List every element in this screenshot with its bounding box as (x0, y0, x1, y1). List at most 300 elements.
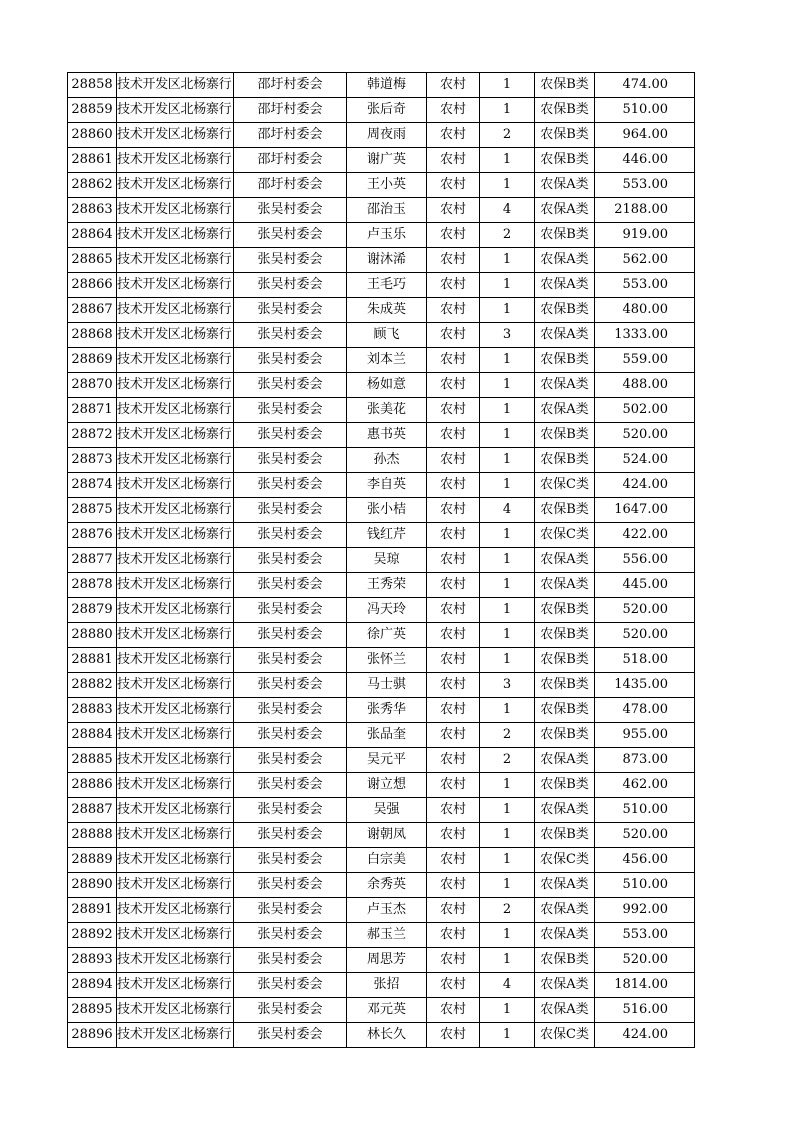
district-cell: 技术开发区北杨寨行 (117, 423, 234, 448)
household-type-cell: 农村 (427, 798, 480, 823)
household-type-cell: 农村 (427, 148, 480, 173)
table-row (68, 123, 695, 148)
insurance-category-cell: 农保B类 (535, 723, 595, 748)
household-type-cell: 农村 (427, 273, 480, 298)
person-name-cell: 张小桔 (347, 498, 427, 523)
household-size-cell: 1 (480, 348, 535, 373)
person-name-cell: 卢玉杰 (347, 898, 427, 923)
table-row (68, 923, 695, 948)
household-type-cell: 农村 (427, 98, 480, 123)
household-type-cell: 农村 (427, 323, 480, 348)
table-row (68, 148, 695, 173)
record-number-cell: 28892 (68, 923, 117, 948)
district-cell: 技术开发区北杨寨行 (117, 823, 234, 848)
insurance-category-cell: 农保A类 (535, 173, 595, 198)
district-cell: 技术开发区北杨寨行 (117, 323, 234, 348)
table-row (68, 448, 695, 473)
household-type-cell: 农村 (427, 173, 480, 198)
amount-cell: 1647.00 (595, 498, 695, 523)
amount-cell: 480.00 (595, 298, 695, 323)
record-number-cell: 28875 (68, 498, 117, 523)
insurance-category-cell: 农保A类 (535, 873, 595, 898)
household-size-cell: 1 (480, 698, 535, 723)
district-cell: 技术开发区北杨寨行 (117, 223, 234, 248)
record-number-cell: 28865 (68, 248, 117, 273)
village-committee-cell: 张吴村委会 (234, 723, 347, 748)
person-name-cell: 王毛巧 (347, 273, 427, 298)
record-number-cell: 28873 (68, 448, 117, 473)
amount-cell: 488.00 (595, 373, 695, 398)
record-number-cell: 28883 (68, 698, 117, 723)
district-cell: 技术开发区北杨寨行 (117, 373, 234, 398)
insurance-category-cell: 农保B类 (535, 98, 595, 123)
insurance-category-cell: 农保B类 (535, 73, 595, 98)
village-committee-cell: 邵圩村委会 (234, 73, 347, 98)
village-committee-cell: 张吴村委会 (234, 673, 347, 698)
household-size-cell: 1 (480, 648, 535, 673)
district-cell: 技术开发区北杨寨行 (117, 623, 234, 648)
record-number-cell: 28881 (68, 648, 117, 673)
table-row (68, 173, 695, 198)
amount-cell: 516.00 (595, 998, 695, 1023)
district-cell: 技术开发区北杨寨行 (117, 523, 234, 548)
record-number-cell: 28889 (68, 848, 117, 873)
record-number-cell: 28858 (68, 73, 117, 98)
person-name-cell: 惠书英 (347, 423, 427, 448)
household-size-cell: 1 (480, 73, 535, 98)
record-number-cell: 28891 (68, 898, 117, 923)
person-name-cell: 韩道梅 (347, 73, 427, 98)
insurance-category-cell: 农保A类 (535, 373, 595, 398)
insurance-category-cell: 农保A类 (535, 798, 595, 823)
person-name-cell: 王秀荣 (347, 573, 427, 598)
amount-cell: 964.00 (595, 123, 695, 148)
district-cell: 技术开发区北杨寨行 (117, 248, 234, 273)
household-size-cell: 1 (480, 998, 535, 1023)
table-row (68, 673, 695, 698)
record-number-cell: 28894 (68, 973, 117, 998)
district-cell: 技术开发区北杨寨行 (117, 648, 234, 673)
insurance-category-cell: 农保A类 (535, 198, 595, 223)
record-number-cell: 28896 (68, 1023, 117, 1048)
district-cell: 技术开发区北杨寨行 (117, 923, 234, 948)
record-number-cell: 28879 (68, 598, 117, 623)
village-committee-cell: 张吴村委会 (234, 898, 347, 923)
amount-cell: 510.00 (595, 873, 695, 898)
table-row (68, 223, 695, 248)
person-name-cell: 马士骐 (347, 673, 427, 698)
village-committee-cell: 张吴村委会 (234, 648, 347, 673)
household-size-cell: 1 (480, 598, 535, 623)
household-size-cell: 1 (480, 373, 535, 398)
table-row (68, 823, 695, 848)
household-size-cell: 1 (480, 798, 535, 823)
table-row (68, 648, 695, 673)
household-type-cell: 农村 (427, 523, 480, 548)
insurance-category-cell: 农保B类 (535, 123, 595, 148)
record-number-cell: 28872 (68, 423, 117, 448)
amount-cell: 520.00 (595, 623, 695, 648)
household-type-cell: 农村 (427, 123, 480, 148)
insurance-category-cell: 农保C类 (535, 523, 595, 548)
district-cell: 技术开发区北杨寨行 (117, 448, 234, 473)
household-type-cell: 农村 (427, 673, 480, 698)
table-row (68, 623, 695, 648)
household-size-cell: 1 (480, 173, 535, 198)
village-committee-cell: 张吴村委会 (234, 348, 347, 373)
record-number-cell: 28886 (68, 773, 117, 798)
household-size-cell: 2 (480, 898, 535, 923)
record-number-cell: 28876 (68, 523, 117, 548)
amount-cell: 446.00 (595, 148, 695, 173)
district-cell: 技术开发区北杨寨行 (117, 198, 234, 223)
table-row (68, 348, 695, 373)
table-row (68, 498, 695, 523)
household-type-cell: 农村 (427, 548, 480, 573)
record-number-cell: 28869 (68, 348, 117, 373)
table-row (68, 273, 695, 298)
household-size-cell: 1 (480, 823, 535, 848)
village-committee-cell: 张吴村委会 (234, 923, 347, 948)
household-size-cell: 1 (480, 773, 535, 798)
table-row (68, 548, 695, 573)
village-committee-cell: 张吴村委会 (234, 373, 347, 398)
household-type-cell: 农村 (427, 998, 480, 1023)
person-name-cell: 徐广英 (347, 623, 427, 648)
record-number-cell: 28867 (68, 298, 117, 323)
record-number-cell: 28895 (68, 998, 117, 1023)
amount-cell: 556.00 (595, 548, 695, 573)
table-row (68, 848, 695, 873)
person-name-cell: 孙杰 (347, 448, 427, 473)
household-type-cell: 农村 (427, 1023, 480, 1048)
village-committee-cell: 张吴村委会 (234, 223, 347, 248)
amount-cell: 559.00 (595, 348, 695, 373)
village-committee-cell: 张吴村委会 (234, 798, 347, 823)
insurance-category-cell: 农保A类 (535, 248, 595, 273)
village-committee-cell: 张吴村委会 (234, 773, 347, 798)
record-number-cell: 28864 (68, 223, 117, 248)
village-committee-cell: 张吴村委会 (234, 748, 347, 773)
insurance-category-cell: 农保B类 (535, 823, 595, 848)
household-size-cell: 4 (480, 498, 535, 523)
district-cell: 技术开发区北杨寨行 (117, 123, 234, 148)
record-number-cell: 28885 (68, 748, 117, 773)
village-committee-cell: 张吴村委会 (234, 698, 347, 723)
record-number-cell: 28871 (68, 398, 117, 423)
amount-cell: 919.00 (595, 223, 695, 248)
household-size-cell: 3 (480, 323, 535, 348)
insurance-category-cell: 农保A类 (535, 898, 595, 923)
table-row (68, 573, 695, 598)
district-cell: 技术开发区北杨寨行 (117, 98, 234, 123)
table-row (68, 898, 695, 923)
insurance-category-cell: 农保B类 (535, 348, 595, 373)
insurance-category-cell: 农保A类 (535, 548, 595, 573)
table-row (68, 998, 695, 1023)
amount-cell: 456.00 (595, 848, 695, 873)
household-size-cell: 1 (480, 248, 535, 273)
amount-cell: 445.00 (595, 573, 695, 598)
insurance-category-cell: 农保A类 (535, 273, 595, 298)
district-cell: 技术开发区北杨寨行 (117, 948, 234, 973)
amount-cell: 502.00 (595, 398, 695, 423)
household-type-cell: 农村 (427, 598, 480, 623)
district-cell: 技术开发区北杨寨行 (117, 973, 234, 998)
amount-cell: 1333.00 (595, 323, 695, 348)
insurance-category-cell: 农保A类 (535, 748, 595, 773)
insurance-category-cell: 农保B类 (535, 673, 595, 698)
amount-cell: 524.00 (595, 448, 695, 473)
person-name-cell: 顾飞 (347, 323, 427, 348)
household-size-cell: 1 (480, 623, 535, 648)
person-name-cell: 李自英 (347, 473, 427, 498)
record-number-cell: 28866 (68, 273, 117, 298)
amount-cell: 478.00 (595, 698, 695, 723)
amount-cell: 992.00 (595, 898, 695, 923)
record-number-cell: 28863 (68, 198, 117, 223)
household-size-cell: 1 (480, 548, 535, 573)
insurance-category-cell: 农保B类 (535, 623, 595, 648)
village-committee-cell: 张吴村委会 (234, 823, 347, 848)
record-number-cell: 28860 (68, 123, 117, 148)
amount-cell: 553.00 (595, 173, 695, 198)
amount-cell: 520.00 (595, 598, 695, 623)
insurance-category-cell: 农保A类 (535, 998, 595, 1023)
person-name-cell: 张招 (347, 973, 427, 998)
village-committee-cell: 张吴村委会 (234, 873, 347, 898)
table-row (68, 773, 695, 798)
amount-cell: 1814.00 (595, 973, 695, 998)
village-committee-cell: 张吴村委会 (234, 423, 347, 448)
amount-cell: 955.00 (595, 723, 695, 748)
table-row (68, 398, 695, 423)
amount-cell: 474.00 (595, 73, 695, 98)
village-committee-cell: 张吴村委会 (234, 273, 347, 298)
household-type-cell: 农村 (427, 373, 480, 398)
table-row (68, 323, 695, 348)
village-committee-cell: 邵圩村委会 (234, 173, 347, 198)
record-number-cell: 28890 (68, 873, 117, 898)
amount-cell: 562.00 (595, 248, 695, 273)
household-type-cell: 农村 (427, 223, 480, 248)
amount-cell: 510.00 (595, 798, 695, 823)
insurance-category-cell: 农保B类 (535, 598, 595, 623)
household-type-cell: 农村 (427, 448, 480, 473)
table-row (68, 698, 695, 723)
village-committee-cell: 张吴村委会 (234, 523, 347, 548)
village-committee-cell: 张吴村委会 (234, 448, 347, 473)
person-name-cell: 钱红芹 (347, 523, 427, 548)
record-number-cell: 28870 (68, 373, 117, 398)
village-committee-cell: 张吴村委会 (234, 548, 347, 573)
insurance-category-cell: 农保A类 (535, 398, 595, 423)
table-row (68, 973, 695, 998)
household-type-cell: 农村 (427, 498, 480, 523)
household-type-cell: 农村 (427, 773, 480, 798)
person-name-cell: 王小英 (347, 173, 427, 198)
household-type-cell: 农村 (427, 423, 480, 448)
household-size-cell: 1 (480, 273, 535, 298)
record-number-cell: 28887 (68, 798, 117, 823)
village-committee-cell: 邵圩村委会 (234, 123, 347, 148)
village-committee-cell: 张吴村委会 (234, 473, 347, 498)
district-cell: 技术开发区北杨寨行 (117, 598, 234, 623)
household-size-cell: 1 (480, 848, 535, 873)
insurance-category-cell: 农保A类 (535, 323, 595, 348)
village-committee-cell: 张吴村委会 (234, 298, 347, 323)
district-cell: 技术开发区北杨寨行 (117, 73, 234, 98)
district-cell: 技术开发区北杨寨行 (117, 723, 234, 748)
record-number-cell: 28861 (68, 148, 117, 173)
amount-cell: 553.00 (595, 923, 695, 948)
district-cell: 技术开发区北杨寨行 (117, 298, 234, 323)
district-cell: 技术开发区北杨寨行 (117, 498, 234, 523)
household-size-cell: 1 (480, 98, 535, 123)
district-cell: 技术开发区北杨寨行 (117, 748, 234, 773)
insurance-category-cell: 农保B类 (535, 648, 595, 673)
village-committee-cell: 张吴村委会 (234, 973, 347, 998)
person-name-cell: 郝玉兰 (347, 923, 427, 948)
record-number-cell: 28884 (68, 723, 117, 748)
district-cell: 技术开发区北杨寨行 (117, 273, 234, 298)
insurance-category-cell: 农保C类 (535, 1023, 595, 1048)
person-name-cell: 朱成英 (347, 298, 427, 323)
district-cell: 技术开发区北杨寨行 (117, 873, 234, 898)
household-type-cell: 农村 (427, 698, 480, 723)
district-cell: 技术开发区北杨寨行 (117, 998, 234, 1023)
village-committee-cell: 张吴村委会 (234, 573, 347, 598)
amount-cell: 520.00 (595, 823, 695, 848)
district-cell: 技术开发区北杨寨行 (117, 673, 234, 698)
person-name-cell: 吴琼 (347, 548, 427, 573)
insurance-category-cell: 农保B类 (535, 498, 595, 523)
record-number-cell: 28882 (68, 673, 117, 698)
person-name-cell: 卢玉乐 (347, 223, 427, 248)
amount-cell: 424.00 (595, 1023, 695, 1048)
table-row (68, 523, 695, 548)
record-number-cell: 28888 (68, 823, 117, 848)
person-name-cell: 周夜雨 (347, 123, 427, 148)
person-name-cell: 刘本兰 (347, 348, 427, 373)
person-name-cell: 张后奇 (347, 98, 427, 123)
district-cell: 技术开发区北杨寨行 (117, 848, 234, 873)
household-size-cell: 2 (480, 223, 535, 248)
insurance-category-cell: 农保B类 (535, 298, 595, 323)
amount-cell: 873.00 (595, 748, 695, 773)
table-row (68, 748, 695, 773)
table-row (68, 948, 695, 973)
household-size-cell: 2 (480, 748, 535, 773)
table-row (68, 248, 695, 273)
household-size-cell: 4 (480, 198, 535, 223)
household-type-cell: 农村 (427, 898, 480, 923)
person-name-cell: 谢广英 (347, 148, 427, 173)
district-cell: 技术开发区北杨寨行 (117, 473, 234, 498)
person-name-cell: 张美花 (347, 398, 427, 423)
household-size-cell: 1 (480, 398, 535, 423)
person-name-cell: 张秀华 (347, 698, 427, 723)
record-number-cell: 28862 (68, 173, 117, 198)
household-type-cell: 农村 (427, 398, 480, 423)
record-number-cell: 28893 (68, 948, 117, 973)
village-committee-cell: 张吴村委会 (234, 623, 347, 648)
person-name-cell: 白宗美 (347, 848, 427, 873)
household-type-cell: 农村 (427, 623, 480, 648)
record-number-cell: 28877 (68, 548, 117, 573)
household-size-cell: 1 (480, 148, 535, 173)
insurance-category-cell: 农保A类 (535, 973, 595, 998)
household-type-cell: 农村 (427, 848, 480, 873)
district-cell: 技术开发区北杨寨行 (117, 173, 234, 198)
insurance-category-cell: 农保B类 (535, 698, 595, 723)
amount-cell: 422.00 (595, 523, 695, 548)
insurance-category-cell: 农保B类 (535, 773, 595, 798)
village-committee-cell: 张吴村委会 (234, 398, 347, 423)
district-cell: 技术开发区北杨寨行 (117, 548, 234, 573)
district-cell: 技术开发区北杨寨行 (117, 798, 234, 823)
amount-cell: 520.00 (595, 423, 695, 448)
district-cell: 技术开发区北杨寨行 (117, 698, 234, 723)
household-size-cell: 1 (480, 448, 535, 473)
household-type-cell: 农村 (427, 648, 480, 673)
table-row (68, 373, 695, 398)
table-row (68, 1023, 695, 1048)
district-cell: 技术开发区北杨寨行 (117, 398, 234, 423)
amount-cell: 1435.00 (595, 673, 695, 698)
person-name-cell: 邓元英 (347, 998, 427, 1023)
record-number-cell: 28880 (68, 623, 117, 648)
table-row (68, 298, 695, 323)
person-name-cell: 周思芳 (347, 948, 427, 973)
village-committee-cell: 张吴村委会 (234, 948, 347, 973)
amount-cell: 424.00 (595, 473, 695, 498)
record-number-cell: 28874 (68, 473, 117, 498)
household-type-cell: 农村 (427, 923, 480, 948)
person-name-cell: 杨如意 (347, 373, 427, 398)
village-committee-cell: 张吴村委会 (234, 198, 347, 223)
household-type-cell: 农村 (427, 573, 480, 598)
household-type-cell: 农村 (427, 248, 480, 273)
benefit-roster-table (67, 72, 695, 1048)
household-size-cell: 1 (480, 873, 535, 898)
household-size-cell: 4 (480, 973, 535, 998)
record-number-cell: 28878 (68, 573, 117, 598)
household-size-cell: 1 (480, 298, 535, 323)
district-cell: 技术开发区北杨寨行 (117, 1023, 234, 1048)
household-type-cell: 农村 (427, 198, 480, 223)
insurance-category-cell: 农保B类 (535, 948, 595, 973)
person-name-cell: 谢沐浠 (347, 248, 427, 273)
district-cell: 技术开发区北杨寨行 (117, 348, 234, 373)
person-name-cell: 谢立想 (347, 773, 427, 798)
household-size-cell: 1 (480, 523, 535, 548)
household-type-cell: 农村 (427, 873, 480, 898)
household-size-cell: 1 (480, 423, 535, 448)
village-committee-cell: 张吴村委会 (234, 1023, 347, 1048)
person-name-cell: 邵治玉 (347, 198, 427, 223)
table-row (68, 98, 695, 123)
household-type-cell: 农村 (427, 473, 480, 498)
insurance-category-cell: 农保C类 (535, 848, 595, 873)
household-size-cell: 3 (480, 673, 535, 698)
person-name-cell: 张怀兰 (347, 648, 427, 673)
household-size-cell: 2 (480, 723, 535, 748)
table-row (68, 798, 695, 823)
district-cell: 技术开发区北杨寨行 (117, 573, 234, 598)
insurance-category-cell: 农保A类 (535, 573, 595, 598)
village-committee-cell: 张吴村委会 (234, 998, 347, 1023)
